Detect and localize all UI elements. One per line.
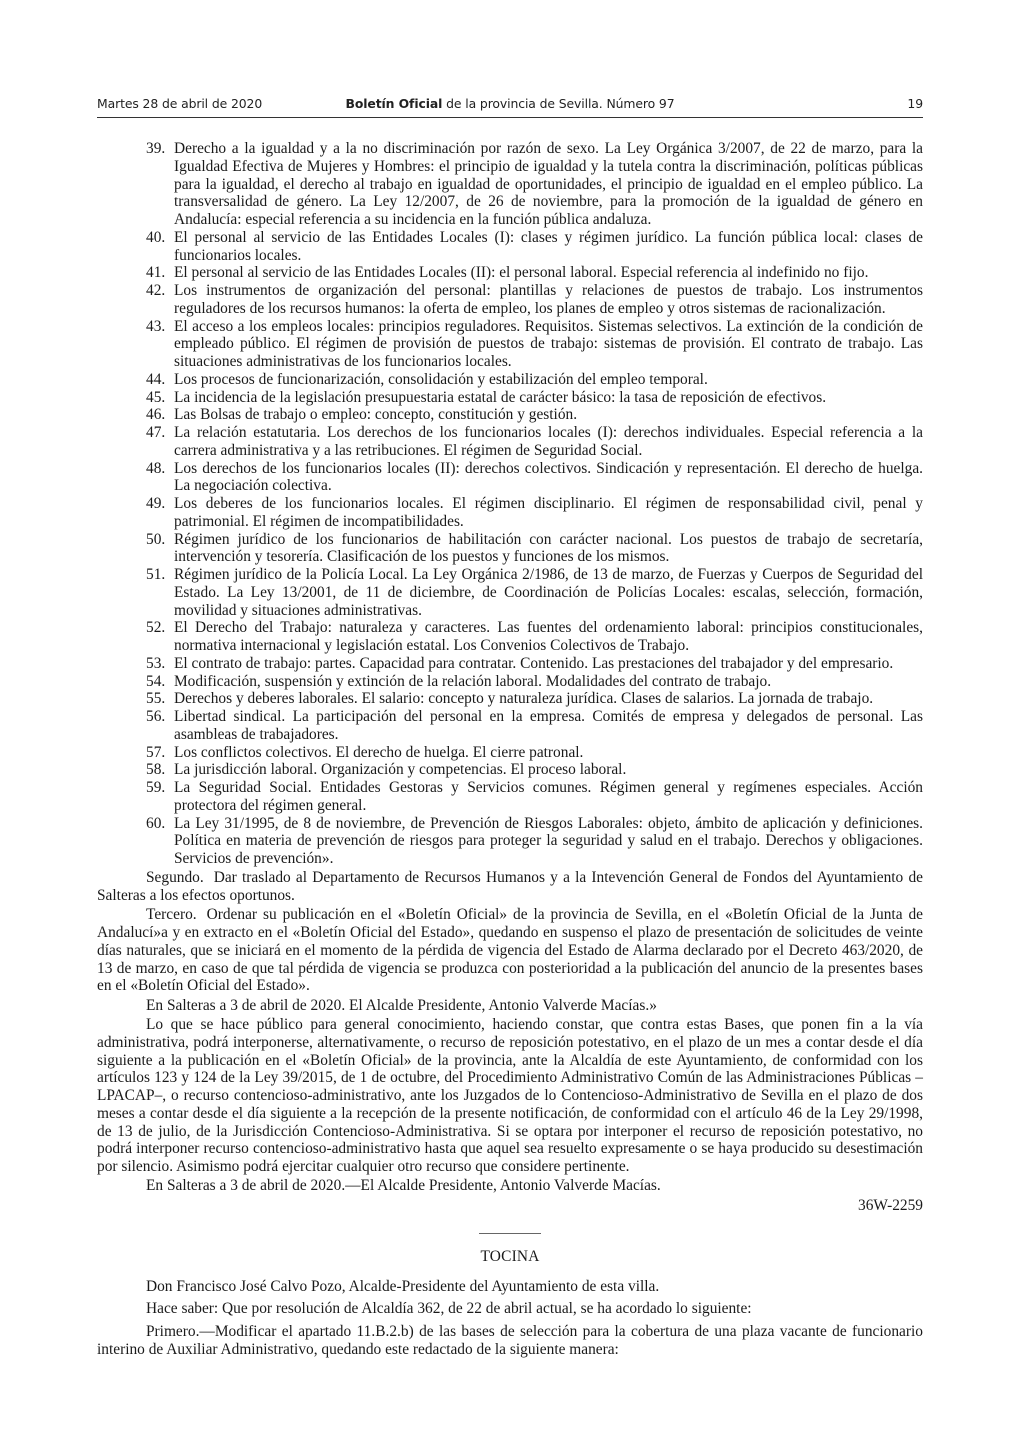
list-item-number: 58. bbox=[146, 761, 166, 779]
list-item bbox=[97, 424, 923, 460]
list-item-number: 51. bbox=[146, 566, 166, 583]
document-reference: 36W-2259 bbox=[858, 1197, 923, 1215]
list-item bbox=[97, 282, 923, 318]
list-item-text: Derechos y deberes laborales. El salario: concepto y naturaleza jurídica. Clases de salarios. La jornada de trabajo. bbox=[174, 690, 874, 708]
list-item bbox=[97, 815, 923, 868]
list-item-number: 53. bbox=[146, 654, 166, 672]
list-item-number: 49. bbox=[146, 495, 166, 512]
list-item-text: Modificación, suspensión y extinción de la relación laboral. Modalidades del contrato de trabajo. bbox=[174, 672, 772, 690]
list-item-text: La relación estatutaria. Los derechos de los funcionarios locales (I): derechos individuales. Especial referencia a la carrera administrativa y a las retribuciones. El régimen de Seguridad Social. bbox=[174, 424, 923, 459]
list-item-text: El personal al servicio de las Entidades Locales (I): clases y régimen jurídico. La función pública local: clases de funcionarios locales. bbox=[174, 228, 923, 264]
list-item bbox=[97, 318, 923, 371]
numbered-list bbox=[97, 140, 923, 868]
list-item-text: Las Bolsas de trabajo o empleo: concepto, constitución y gestión. bbox=[174, 406, 578, 424]
list-item-text: Los procesos de funcionarización, consolidación y estabilización del empleo temporal. bbox=[174, 370, 708, 388]
header-page-number: 19 bbox=[907, 96, 923, 111]
list-item-text: Derecho a la igualdad y a la no discriminación por razón de sexo. La Ley Orgánica 3/2007, de 22 de marzo, para la Igualdad Efectiva de Mujeres y Hombres: el principio de igualdad y la tutela contra la discriminación, políticas públicas para la igualdad, el derecho al trabajo en igualdad de oportunidades, el principio de igualdad en el empleo público. La transversalidad de género. La Ley 12/2007, de 26 de noviembre, para la promoción de la igualdad de género en Andalucía: especial referencia a su incidencia en la función pública andaluza. bbox=[174, 140, 923, 228]
list-item bbox=[97, 140, 923, 229]
list-item bbox=[97, 708, 923, 744]
header-title-bold: Boletín Oficial bbox=[345, 96, 443, 111]
list-item-text: El contrato de trabajo: partes. Capacidad para contratar. Contenido. Las prestaciones del trabajador y del empresario. bbox=[174, 654, 894, 672]
list-item-number: 41. bbox=[146, 264, 166, 282]
list-item-text: La Ley 31/1995, de 8 de noviembre, de Prevención de Riesgos Laborales: objeto, ámbito de aplicación y definiciones. Política en materia de prevención de riesgos para proteger la seguridad y salud en el trabajo. Derechos y obligaciones. Servicios de prevención». bbox=[174, 814, 923, 867]
list-item-text: La jurisdicción laboral. Organización y competencias. El proceso laboral. bbox=[174, 761, 627, 779]
list-item-number: 54. bbox=[146, 672, 166, 690]
list-item-text: Los conflictos colectivos. El derecho de huelga. El cierre patronal. bbox=[174, 743, 584, 761]
list-item-number: 42. bbox=[146, 282, 166, 299]
list-item bbox=[97, 531, 923, 567]
list-item-number: 56. bbox=[146, 708, 166, 725]
list-item bbox=[97, 761, 923, 779]
list-item bbox=[97, 655, 923, 673]
list-item-number: 57. bbox=[146, 743, 166, 761]
list-item bbox=[97, 229, 923, 265]
list-item bbox=[97, 495, 923, 531]
list-item-number: 47. bbox=[146, 424, 166, 441]
list-item bbox=[97, 673, 923, 691]
tocina-paragraph-1: Don Francisco José Calvo Pozo, Alcalde-Presidente del Ayuntamiento de esta villa. bbox=[146, 1277, 660, 1295]
tocina-paragraph-3: Primero.—Modificar el apartado 11.B.2.b) de las bases de selección para la cobertura de una plaza vacante de funcionario interino de Auxiliar Administrativo, quedando este redactado de la siguiente manera: bbox=[97, 1323, 923, 1358]
list-item-number: 55. bbox=[146, 690, 166, 708]
running-header bbox=[97, 96, 923, 116]
tercero-text: Ordenar su publicación en el «Boletín Oficial» de la provincia de Sevilla, en el «Boletín Oficial de la Junta de Andalucí»a y en extracto en el «Boletín Oficial del Estado», quedando en suspenso el plazo de presentación de solicitudes de veinte días naturales, que se iniciará en el momento de la pérdida de vigencia del Estado de Alarma declarado por el Decreto 463/2020, de 13 de marzo, en caso de que tal pérdida de vigencia se produzca con posterioridad a la publicación del anuncio de la presentes bases en el «Boletín Oficial del Estado». bbox=[97, 906, 923, 995]
tocina-paragraph-2: Hace saber: Que por resolución de Alcaldía 362, de 22 de abril actual, se ha acordado lo siguiente: bbox=[146, 1300, 752, 1318]
list-item-number: 59. bbox=[146, 779, 166, 796]
list-item-text: Los derechos de los funcionarios locales (II): derechos colectivos. Sindicación y representación. El derecho de huelga. La negociación colectiva. bbox=[174, 459, 923, 495]
body-text bbox=[97, 140, 923, 1359]
notice-paragraph: Lo que se hace público para general conocimiento, haciendo constar, que contra estas Bases, que ponen fin a la vía administrativa, podrá interponerse, alternativamente, o recurso de reposición potestativo, en el plazo de un mes a contar desde el día siguiente a la publicación en el «Boletín Oficial» de la provincia, ante la Alcaldía de este Ayuntamiento, de conformidad con los artículos 123 y 124 de la Ley 39/2015, de 1 de octubre, del Procedimiento Administrativo Común de las Administraciones Públicas –LPACAP–, o recurso contencioso-administrativo, ante los Juzgados de lo Contencioso-Administrativo de Sevilla en el plazo de dos meses a contar desde el día siguiente a la recepción de la presente notificación, de conformidad con el artículo 46 de la Ley 29/1998, de 13 de julio, de la Jurisdicción Contencioso-Administrativa. Si se optara por interponer el recurso de reposición potestativo, no podrá interponer recurso contencioso-administrativo hasta que aquel sea resuelto expresamente o se haya producido su desestimación por silencio. Asimismo podrá ejercitar cualquier otro recurso que considere pertinente. bbox=[97, 1016, 923, 1176]
list-item-number: 46. bbox=[146, 406, 166, 424]
list-item-text: Régimen jurídico de los funcionarios de habilitación con carácter nacional. Los puestos de trabajo de secretaría, intervención y tesorería. Clasificación de los puestos y funciones de los mismos. bbox=[174, 530, 923, 566]
list-item-number: 48. bbox=[146, 459, 166, 477]
list-item bbox=[97, 779, 923, 815]
list-item bbox=[97, 460, 923, 496]
list-item-text: El personal al servicio de las Entidades Locales (II): el personal laboral. Especial referencia al indefinido no fijo. bbox=[174, 264, 869, 282]
section-title-tocina: TOCINA bbox=[480, 1247, 540, 1265]
list-item-text: La incidencia de la legislación presupuestaria estatal de carácter básico: la tasa de reposición de efectivos. bbox=[174, 388, 827, 406]
header-rule bbox=[97, 117, 923, 118]
header-title bbox=[97, 96, 923, 111]
list-item-number: 40. bbox=[146, 228, 166, 246]
list-item-text: La Seguridad Social. Entidades Gestoras y Servicios comunes. Régimen general y regímenes especiales. Acción protectora del régimen general. bbox=[174, 779, 923, 814]
list-item bbox=[97, 371, 923, 389]
signature-line-2: En Salteras a 3 de abril de 2020.—El Alcalde Presidente, Antonio Valverde Macías. bbox=[146, 1177, 661, 1195]
segundo-lead: Segundo. bbox=[146, 869, 204, 887]
header-date: Martes 28 de abril de 2020 bbox=[97, 96, 263, 111]
list-item-number: 52. bbox=[146, 619, 166, 637]
list-item bbox=[97, 566, 923, 619]
section-separator bbox=[479, 1233, 541, 1234]
header-title-rest: de la provincia de Sevilla. Número 97 bbox=[442, 96, 675, 111]
list-item-text: El Derecho del Trabajo: naturaleza y caracteres. Las fuentes del ordenamiento laboral: principios constitucionales, normativa internacional y legislación estatal. Los Convenios Colectivos de Trabajo. bbox=[174, 619, 923, 654]
list-item-text: Régimen jurídico de la Policía Local. La Ley Orgánica 2/1986, de 13 de marzo, de Fuerzas y Cuerpos de Seguridad del Estado. La Ley 13/2001, de 11 de diciembre, de Coordinación de Policías Locales: escalas, selección, formación, movilidad y situaciones administrativas. bbox=[174, 566, 923, 619]
signature-line-1: En Salteras a 3 de abril de 2020. El Alcalde Presidente, Antonio Valverde Macías.» bbox=[146, 996, 657, 1014]
list-item-text: Los instrumentos de organización del personal: plantillas y relaciones de puestos de trabajo. Los instrumentos reguladores de los recursos humanos: la oferta de empleo, los planes de empleo y otros sistemas de racionalización. bbox=[174, 282, 923, 317]
list-item bbox=[97, 744, 923, 762]
list-item bbox=[97, 619, 923, 655]
tercero-paragraph bbox=[97, 906, 923, 995]
list-item-number: 43. bbox=[146, 317, 166, 335]
list-item-text: El acceso a los empleos locales: principios reguladores. Requisitos. Sistemas selectivos. La extinción de la condición de empleado público. El régimen de provisión de puestos de trabajo: sistemas de provisión. El contrato de trabajo. Las situaciones administrativas de los funcionarios locales. bbox=[174, 317, 923, 370]
list-item-number: 39. bbox=[146, 140, 166, 157]
segundo-paragraph bbox=[97, 869, 923, 905]
list-item bbox=[97, 690, 923, 708]
list-item-number: 60. bbox=[146, 814, 166, 832]
segundo-text: Dar traslado al Departamento de Recursos Humanos y a la Intevención General de Fondos del Ayuntamiento de Salteras a los efectos oportunos. bbox=[97, 869, 923, 905]
list-item bbox=[97, 389, 923, 407]
list-item-number: 44. bbox=[146, 370, 166, 388]
tercero-lead: Tercero. bbox=[146, 906, 197, 924]
list-item bbox=[97, 264, 923, 282]
list-item-text: Libertad sindical. La participación del personal en la empresa. Comités de empresa y delegados de personal. Las asambleas de trabajadores. bbox=[174, 708, 923, 743]
list-item-number: 50. bbox=[146, 530, 166, 548]
list-item-text: Los deberes de los funcionarios locales. El régimen disciplinario. El régimen de responsabilidad civil, penal y patrimonial. El régimen de incompatibilidades. bbox=[174, 495, 923, 530]
list-item bbox=[97, 406, 923, 424]
list-item-number: 45. bbox=[146, 388, 166, 406]
